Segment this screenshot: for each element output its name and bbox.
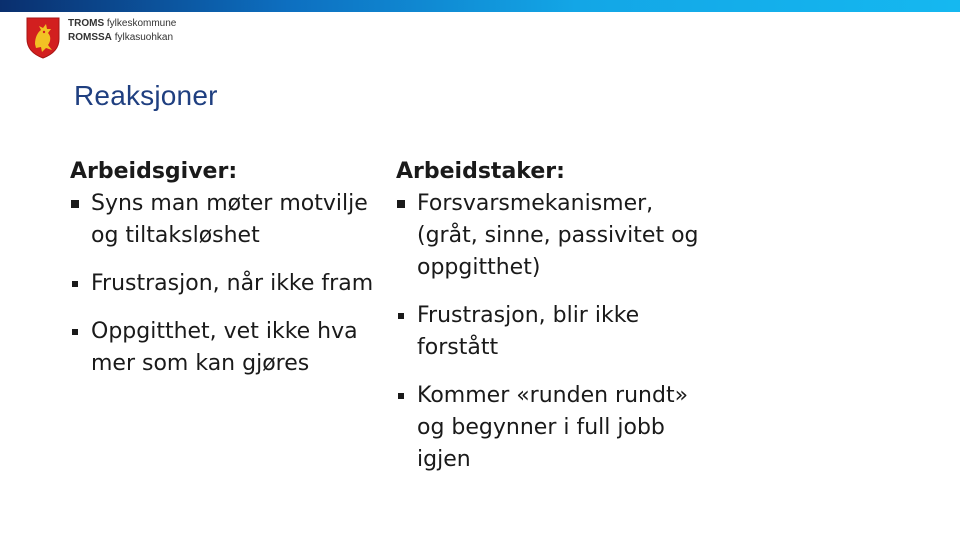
list-item [70, 188, 375, 252]
employer-reactions-list [70, 188, 375, 380]
county-coat-of-arms-icon [26, 17, 60, 59]
square-bullet-icon [398, 393, 404, 399]
square-bullet-icon [398, 313, 404, 319]
org-name-troms: TROMS [68, 18, 105, 29]
list-item [70, 268, 375, 300]
square-bullet-icon [71, 200, 79, 208]
list-item [396, 188, 716, 284]
square-bullet-icon [72, 329, 78, 335]
employer-heading: Arbeidsgiver: [70, 159, 238, 184]
slide-title: Reaksjoner [74, 80, 218, 111]
org-subtitle-fylkeskommune: fylkeskommune [106, 18, 177, 29]
list-item [70, 316, 375, 380]
list-item-text: Kommer «runden rundt» og begynner i full jobb igjen [417, 383, 689, 472]
employee-reactions-list [396, 188, 716, 476]
organization-name [68, 17, 176, 45]
list-item [396, 300, 716, 364]
list-item-text: Frustrasjon, blir ikke forstått [417, 303, 640, 360]
list-item-text: Frustrasjon, når ikke fram [91, 271, 374, 296]
org-subtitle-fylkasuohkan: fylkasuohkan [114, 32, 174, 43]
square-bullet-icon [397, 200, 405, 208]
list-item [396, 380, 716, 476]
list-item-text: Syns man møter motvilje og tiltaksløshet [91, 191, 368, 248]
org-name-romssa: ROMSSA [68, 32, 112, 43]
employee-column [396, 156, 716, 476]
list-item-text: Forsvarsmekanismer, (gråt, sinne, passivitet og oppgitthet) [417, 191, 699, 280]
employee-heading: Arbeidstaker: [396, 159, 565, 184]
square-bullet-icon [72, 281, 78, 287]
top-accent-bar [0, 0, 960, 12]
list-item-text: Oppgitthet, vet ikke hva mer som kan gjøres [91, 319, 358, 376]
employer-column [70, 156, 375, 380]
